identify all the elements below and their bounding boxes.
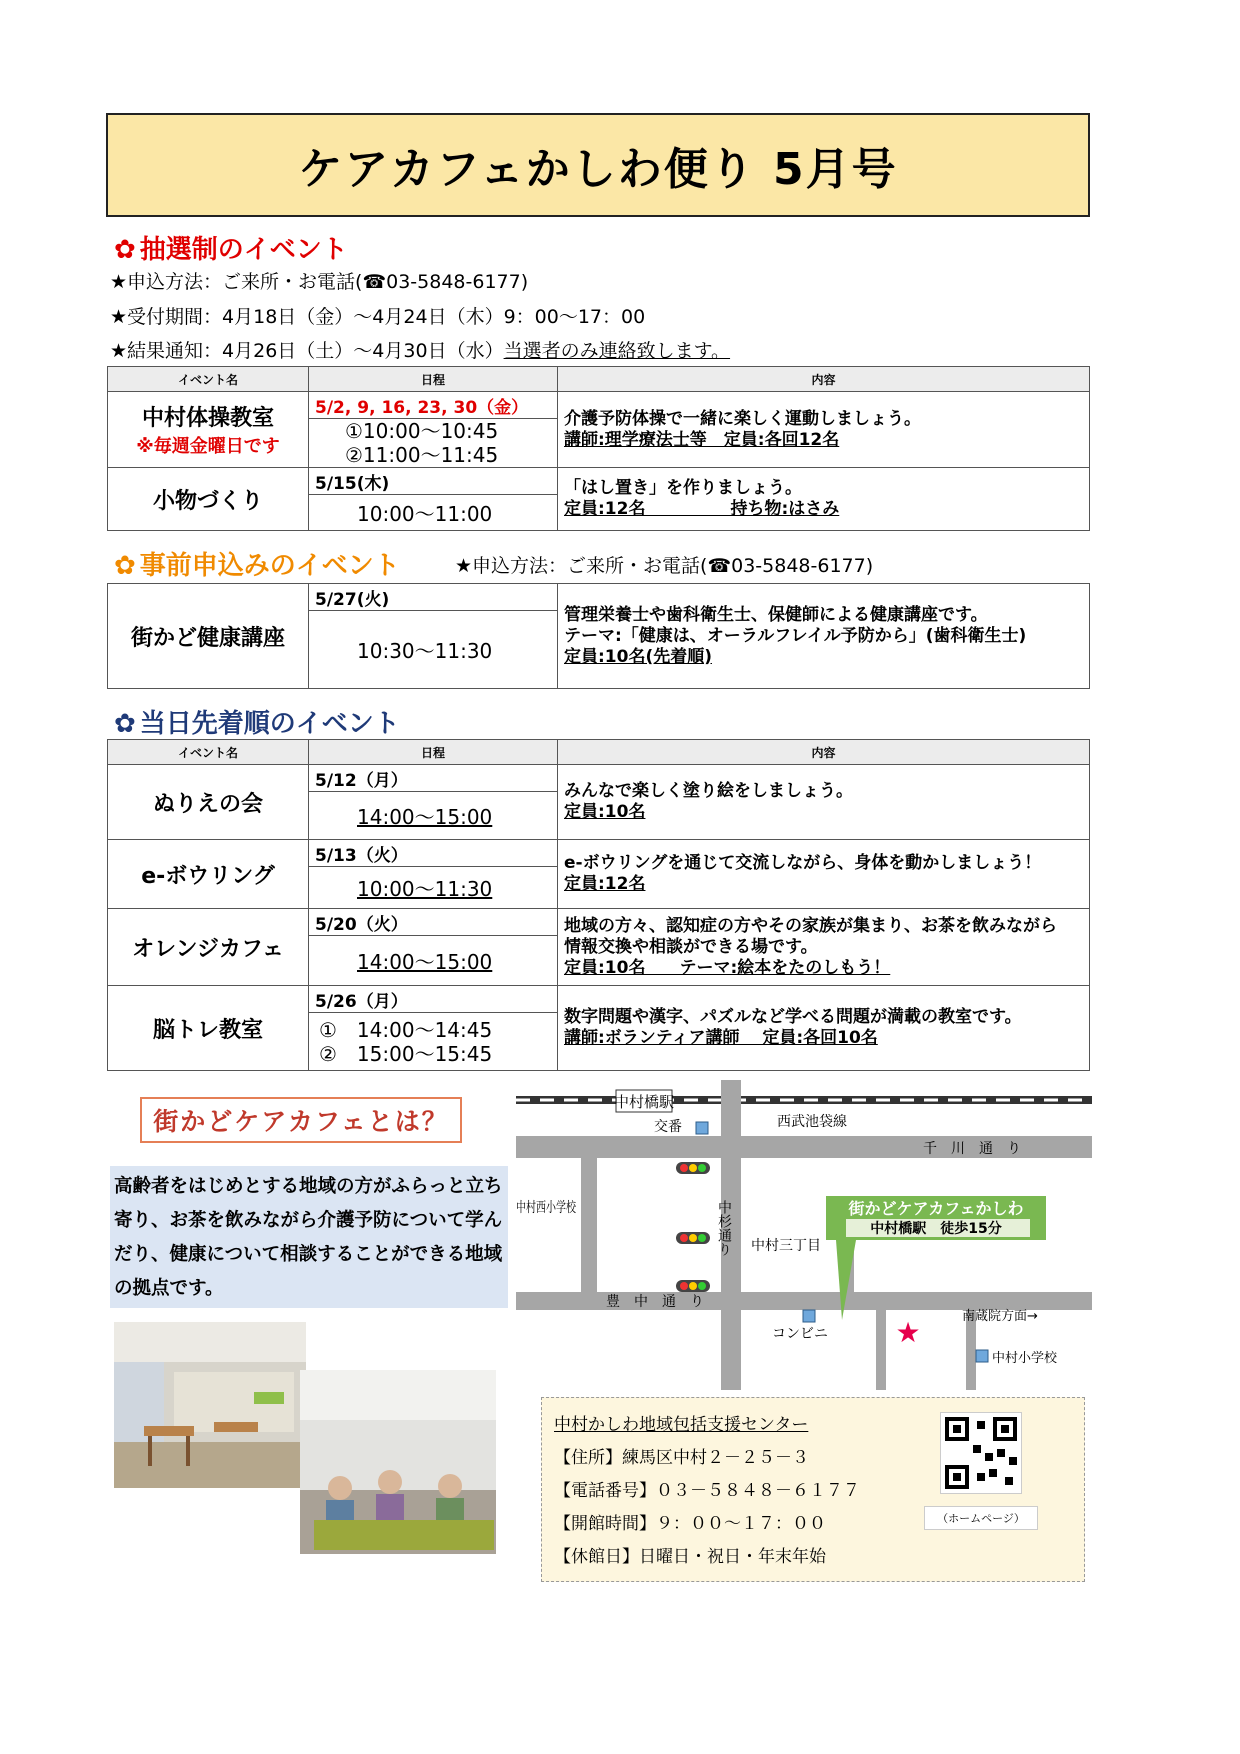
event-date: 5/13（火） [309, 840, 558, 867]
qr-code[interactable] [940, 1412, 1022, 1494]
flower-icon: ✿ [114, 709, 136, 739]
event-content: e-ボウリングを通じて交流しながら、身体を動かしましょう！ 定員:12名 [558, 840, 1090, 909]
column-header: 日程 [309, 367, 558, 392]
center-phone: 【電話番号】０３－５８４８－６１７７ [554, 1481, 860, 1501]
advance-table [107, 583, 1090, 689]
line-label: 西武池袋線 [777, 1114, 847, 1130]
walkin-table [107, 739, 1090, 1071]
lottery-method: ★申込方法：ご来所・お電話(☎03-5848-6177) [110, 271, 529, 293]
event-time: ①10:00～10:45 ②11:00～11:45 [309, 419, 558, 468]
conv-label: コンビニ [772, 1326, 828, 1342]
event-date: 5/20（火） [309, 909, 558, 936]
flower-icon: ✿ [114, 235, 136, 265]
cafe-label: 街かどケアカフェかしわ [848, 1199, 1024, 1218]
school-label: 中村小学校 [992, 1351, 1058, 1366]
event-name: オレンジカフェ [108, 909, 309, 986]
exercise-photo [300, 1370, 496, 1554]
event-content: みんなで楽しく塗り絵をしましょう。 定員:10名 [558, 765, 1090, 840]
advance-method: ★申込方法：ご来所・お電話(☎03-5848-6177) [455, 555, 874, 577]
lottery-heading: ✿ 抽選制のイベント [114, 235, 348, 265]
event-name: 脳トレ教室 [108, 986, 309, 1071]
star-icon: ★ [895, 1316, 921, 1349]
event-name: 街かど健康講座 [108, 584, 309, 689]
school-label: 中村西小学校 [516, 1200, 600, 1216]
lottery-table [107, 366, 1090, 531]
table-row [108, 765, 1090, 792]
cafe-interior-photo [114, 1322, 306, 1488]
event-date: 5/15(木) [309, 468, 558, 495]
page-title: ケアカフェかしわ便り 5月号 [106, 113, 1090, 217]
event-date: 5/12（月） [309, 765, 558, 792]
event-content: 介護予防体操で一緒に楽しく運動しましょう。 講師:理学療法士等 定員:各回12名 [558, 392, 1090, 468]
direction-label: 南蔵院方面→ [962, 1309, 1038, 1324]
event-name: 小物づくり [108, 468, 309, 531]
event-note: ※毎週金曜日です [136, 436, 280, 457]
table-row [108, 584, 1090, 611]
event-name: 中村体操教室 ※毎週金曜日です [108, 392, 309, 468]
table-row [108, 840, 1090, 867]
column-header: 内容 [558, 740, 1090, 765]
center-address: 【住所】練馬区中村２－２５－３ [554, 1448, 809, 1468]
event-content: 管理栄養士や歯科衛生士、保健師による健康講座です。 テーマ:「健康は、オーラルフレイル予防から」(歯科衛生士) 定員:10名(先着順) [558, 584, 1090, 689]
center-name: 中村かしわ地域包括支援センター [554, 1415, 809, 1435]
flower-icon: ✿ [114, 551, 136, 581]
column-header: 日程 [309, 740, 558, 765]
walkin-heading: ✿ 当日先着順のイベント [114, 709, 400, 739]
event-name: ぬりえの会 [108, 765, 309, 840]
table-row [108, 986, 1090, 1013]
event-time: 10:30～11:30 [309, 611, 558, 689]
event-content: 地域の方々、認知症の方やその家族が集まり、お茶を飲みながら 情報交換や相談ができる場です。 定員:10名 テーマ:絵本をたのしもう！ [558, 909, 1090, 986]
center-closed: 【休館日】日曜日・祝日・年末年始 [554, 1547, 826, 1567]
center-hours: 【開館時間】９：００～１７：００ [554, 1514, 826, 1534]
access-map [516, 1080, 1092, 1390]
lottery-result: ★結果通知：4月26日（土）～4月30日（水）当選者のみ連絡致します。 [110, 340, 731, 362]
lottery-period: ★受付期間：4月18日（金）～4月24日（木）9：00～17：00 [110, 306, 646, 328]
about-body: 高齢者をはじめとする地域の方がふらっと立ち寄り、お茶を飲みながら介護予防について学んだり、健康について相談することができる地域の拠点です。 [110, 1166, 508, 1308]
cross-label: 中村三丁目 [751, 1238, 821, 1254]
event-date: 5/26（月） [309, 986, 558, 1013]
event-name: e-ボウリング [108, 840, 309, 909]
event-content: 数字問題や漢字、パズルなど学べる問題が満載の教室です。 講師:ボランティア講師 定員:各回10名 [558, 986, 1090, 1071]
table-row [108, 392, 1090, 419]
table-row [108, 909, 1090, 936]
road-label: 豊 中 通 り [606, 1294, 704, 1310]
road-label: 千 川 通 り [923, 1141, 1021, 1157]
about-title: 街かどケアカフェとは？ [140, 1097, 462, 1143]
column-header: イベント名 [108, 740, 309, 765]
event-time: 14:00～15:00 [309, 936, 558, 986]
event-content: 「はし置き」を作りましょう。 定員:12名 持ち物:はさみ [558, 468, 1090, 531]
road-label: 中杉通り [716, 1200, 732, 1256]
column-header: 内容 [558, 367, 1090, 392]
station-label: 中村橋駅 [613, 1093, 675, 1111]
column-header: イベント名 [108, 367, 309, 392]
event-time: 14:00～15:00 [309, 792, 558, 840]
walk-label: 中村橋駅 徒歩15分 [870, 1221, 1002, 1237]
event-time: 10:00～11:30 [309, 867, 558, 909]
event-time: ① 14:00～14:45 ② 15:00～15:45 [309, 1013, 558, 1071]
police-label: 交番 [654, 1119, 682, 1135]
advance-heading: ✿ 事前申込みのイベント [114, 551, 400, 581]
table-row [108, 468, 1090, 495]
event-date: 5/27(火) [309, 584, 558, 611]
qr-label: （ホームページ） [924, 1506, 1038, 1530]
event-time: 10:00～11:00 [309, 495, 558, 531]
event-date: 5/2, 9, 16, 23, 30（金） [309, 392, 558, 419]
